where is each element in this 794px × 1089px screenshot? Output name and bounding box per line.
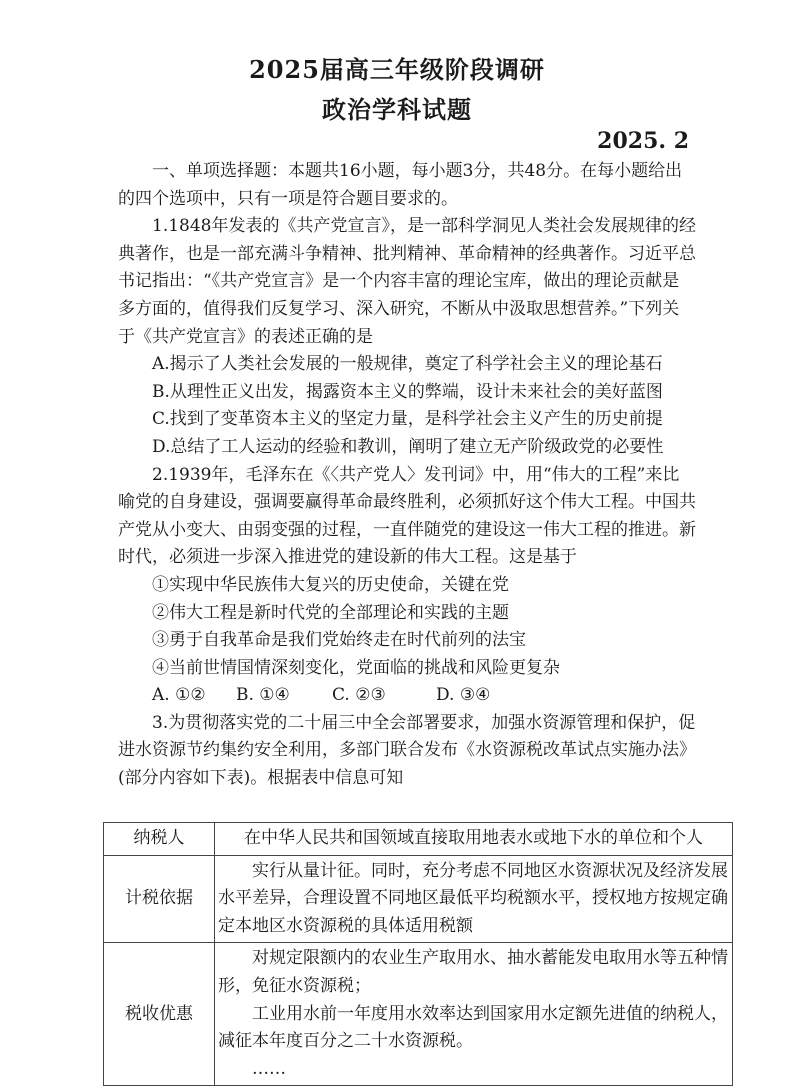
question-2-choice-c: C. ②③ <box>332 685 386 706</box>
table-row-label: 计税依据 <box>104 855 215 943</box>
table-row <box>104 823 733 856</box>
question-2-choices <box>118 682 696 710</box>
question-3-stem: 3.为贯彻落实党的二十届三中全会部署要求，加强水资源管理和保护，促进水资源节约集约安全利用，多部门联合发布《水资源税改革试点实施办法》(部分内容如下表)。根据表中信息可知 <box>118 712 696 789</box>
table-paragraph: …… <box>252 1058 286 1079</box>
question-2-choice-b: B. ①④ <box>236 685 290 706</box>
exam-date: 2025. 2 <box>597 128 689 154</box>
question-1-stem: 1.1848年发表的《共产党宣言》，是一部科学洞见人类社会发展规律的经典著作，也是一部充满斗争精神、批判精神、革命精神的经典著作。习近平总书记指出：“《共产党宣言》是一个内容丰富的理论宝库，做出的理论贡献是多方面的，值得我们反复学习、深入研究，不断从中汲取思想营养。”下列关于《共产党宣言》的表述正确的是 <box>118 216 696 347</box>
exam-title: 2025届高三年级阶段调研 <box>249 55 545 84</box>
question-2-statement-4: ④当前世情国情深刻变化，党面临的挑战和风险更复杂 <box>152 657 560 678</box>
question-1-option-d: D.总结了工人运动的经验和教训，阐明了建立无产阶级政党的必要性 <box>152 436 664 457</box>
question-2-statement-1: ①实现中华民族伟大复兴的历史使命，关键在党 <box>152 574 509 595</box>
table-row-content <box>215 823 733 856</box>
table-row-label: 纳税人 <box>104 823 215 856</box>
exam-subject-title: 政治学科试题 <box>322 95 472 124</box>
table-row-label: 税收优惠 <box>104 943 215 1086</box>
question-1-option-c: C.找到了变革资本主义的坚定力量，是科学社会主义产生的历史前提 <box>152 409 663 430</box>
question-2-statement-3: ③勇于自我革命是我们党始终走在时代前列的法宝 <box>152 630 526 651</box>
exam-body <box>118 158 696 793</box>
section-intro: 一、单项选择题：本题共16小题，每小题3分，共48分。在每小题给出的四个选项中，只有一项是符合题目要求的。 <box>118 161 683 209</box>
tax-reform-table <box>103 822 733 1086</box>
question-2-choice-d: D. ③④ <box>436 685 491 706</box>
question-1-option-a: A.揭示了人类社会发展的一般规律，奠定了科学社会主义的理论基石 <box>152 354 663 375</box>
table-row-content <box>215 855 733 943</box>
table-row <box>104 855 733 943</box>
table-paragraph: 工业用水前一年度用水效率达到国家用水定额先进值的纳税人，减征本年度百分之二十水资源税。 <box>218 1003 728 1052</box>
question-2-statement-2: ②伟大工程是新时代党的全部理论和实践的主题 <box>152 602 509 623</box>
table-paragraph: 在中华人民共和国领域直接取用地表水或地下水的单位和个人 <box>244 828 703 848</box>
question-1-option-b: B.从理性正义出发，揭露资本主义的弊端，设计未来社会的美好蓝图 <box>152 381 663 402</box>
question-2-choice-a: A. ①② <box>152 685 206 706</box>
table-row-content <box>215 943 733 1086</box>
table-paragraph: 对规定限额内的农业生产取用水、抽水蓄能发电取用水等五种情形，免征水资源税； <box>218 948 728 996</box>
table-row <box>104 943 733 1086</box>
question-2-stem: 2.1939年，毛泽东在《〈共产党人〉发刊词》中，用“伟大的工程”来比喻党的自身建设，强调要赢得革命最终胜利，必须抓好这个伟大工程。中国共产党从小变大、由弱变强的过程，一直伴随党的建设这一伟大工程的推进。新时代，必须进一步深入推进党的建设新的伟大工程。这是基于 <box>118 464 696 568</box>
table-paragraph: 实行从量计征。同时，充分考虑不同地区水资源状况及经济发展水平差异，合理设置不同地区最低平均税额水平，授权地方按规定确定本地区水资源税的具体适用税额 <box>218 860 728 936</box>
